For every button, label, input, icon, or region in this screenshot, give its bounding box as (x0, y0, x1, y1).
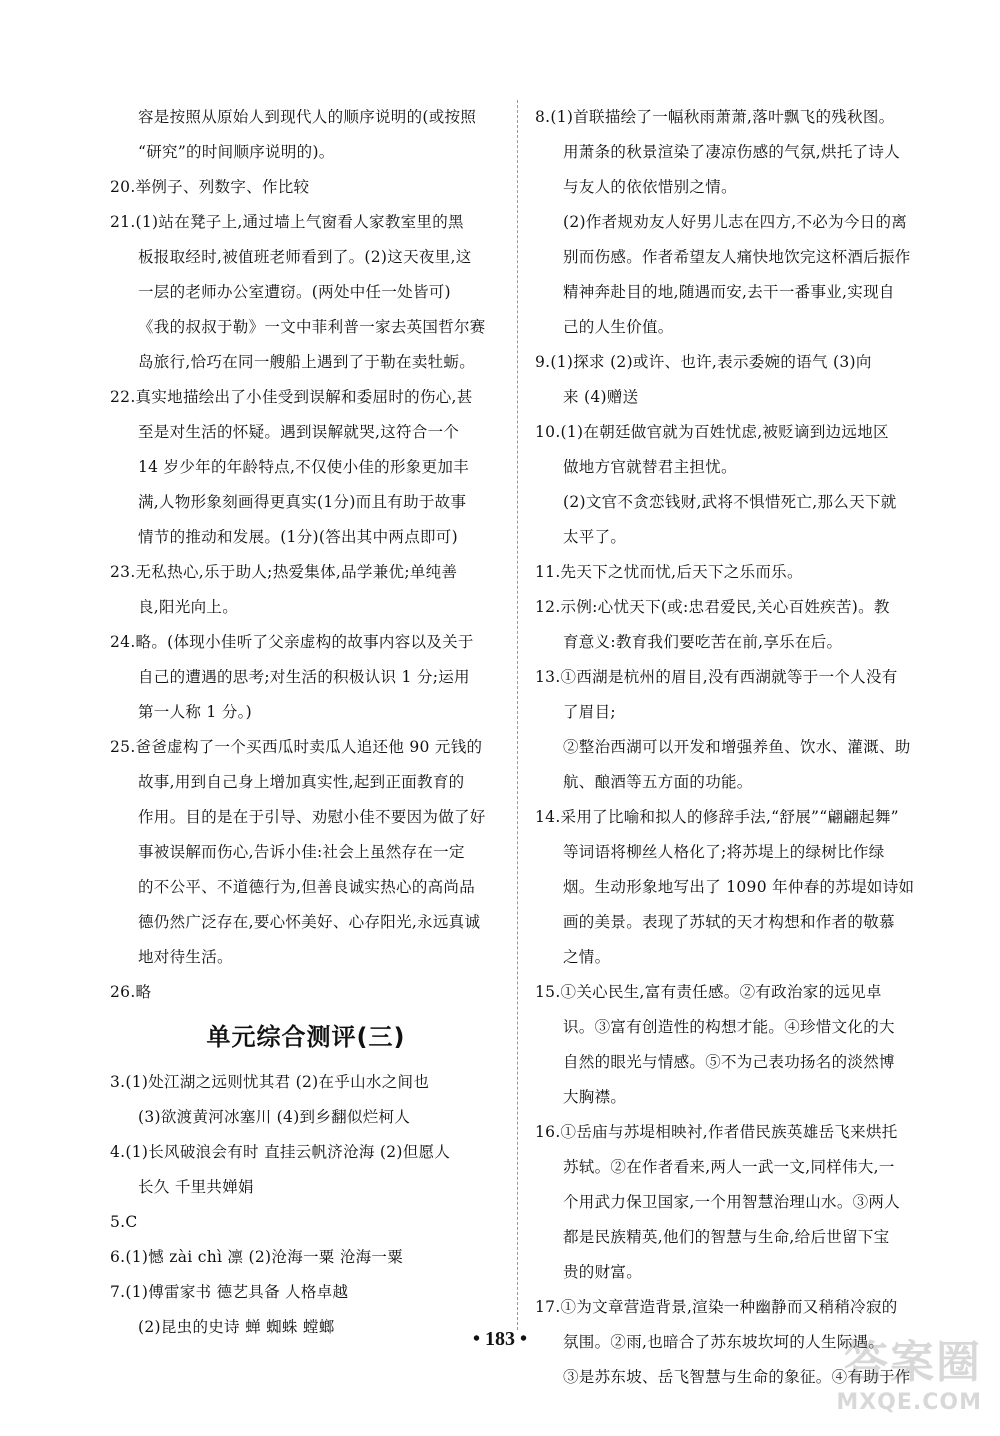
text-line: 来 (4)赠送 (563, 388, 639, 406)
text-line: 作用。目的是在于引导、劝慰小佳不要因为做了好 (138, 808, 486, 826)
text-line: 21.(1)站在凳子上,通过墙上气窗看人家教室里的黑 (110, 213, 464, 231)
text-line: 做地方官就替君主担忧。 (563, 458, 737, 476)
text-line: 贵的财富。 (563, 1263, 643, 1281)
text-line: ②整治西湖可以开发和增强养鱼、饮水、灌溉、助 (563, 738, 911, 756)
watermark-logo (807, 1336, 982, 1426)
text-line: 了眉目; (563, 703, 616, 721)
text-line: 13.①西湖是杭州的眉目,没有西湖就等于一个人没有 (535, 668, 898, 686)
text-line: 7.(1)傅雷家书 德艺具备 人格卓越 (110, 1283, 349, 1301)
text-line: 与友人的依依惜别之情。 (563, 178, 737, 196)
text-line: 板报取经时,被值班老师看到了。(2)这天夜里,这 (138, 248, 472, 266)
column-divider (517, 100, 518, 1330)
text-line: 《我的叔叔于勒》一文中菲利普一家去英国哲尔赛 (138, 318, 486, 336)
text-line: 6.(1)憾 zài chì 凛 (2)沧海一粟 沧海一粟 (110, 1248, 404, 1266)
text-line: 满,人物形象刻画得更真实(1分)而且有助于故事 (138, 493, 467, 511)
text-line: 一层的老师办公室遭窃。(两处中任一处皆可) (138, 283, 451, 301)
text-line: 至是对生活的怀疑。遇到误解就哭,这符合一个 (138, 423, 460, 441)
text-line: 5.C (110, 1213, 138, 1231)
text-line: 良,阳光向上。 (138, 598, 239, 616)
page-number: • 183 • (472, 1328, 527, 1350)
text-line: 11.先天下之忧而忧,后天下之乐而乐。 (535, 563, 803, 581)
text-line: 别而伤感。作者希望友人痛快地饮完这杯酒后振作 (563, 248, 911, 266)
text-line: 长久 千里共婵娟 (138, 1178, 254, 1196)
text-line: 太平了。 (563, 528, 627, 546)
text-line: 精神奔赴目的地,随遇而安,去干一番事业,实现自 (563, 283, 895, 301)
text-line: 苏轼。②在作者看来,两人一武一文,同样伟大,一 (563, 1158, 895, 1176)
watermark-url: MXQE.COM (836, 1390, 982, 1415)
text-line: 10.(1)在朝廷做官就为百姓忧虑,被贬谪到边远地区 (535, 423, 889, 441)
text-line: 德仍然广泛存在,要心怀美好、心存阳光,永远真诚 (138, 913, 481, 931)
text-line: 航、酿酒等五方面的功能。 (563, 773, 753, 791)
text-line: 个用武力保卫国家,一个用智慧治理山水。③两人 (563, 1193, 901, 1211)
text-line: 15.①关心民生,富有责任感。②有政治家的远见卓 (535, 983, 882, 1001)
text-line: 的不公平、不道德行为,但善良诚实热心的高尚品 (138, 878, 476, 896)
text-line: 容是按照从原始人到现代人的顺序说明的(或按照 (138, 108, 477, 126)
text-line: 识。③富有创造性的构想才能。④珍惜文化的大 (563, 1018, 895, 1036)
text-line: 自己的遭遇的思考;对生活的积极认识 1 分;运用 (138, 668, 470, 686)
text-line: 16.①岳庙与苏堤相映衬,作者借民族英雄岳飞来烘托 (535, 1123, 898, 1141)
text-line: (3)欲渡黄河冰塞川 (4)到乡翻似烂柯人 (138, 1108, 411, 1126)
text-line: 事被误解而伤心,告诉小佳:社会上虽然存在一定 (138, 843, 465, 861)
text-line: 26.略 (110, 983, 152, 1001)
watermark-text: 答案圈 (844, 1337, 982, 1388)
text-line: 4.(1)长风破浪会有时 直挂云帆济沧海 (2)但愿人 (110, 1143, 451, 1161)
text-line: “研究”的时间顺序说明的)。 (138, 143, 335, 161)
text-line: 9.(1)探求 (2)或许、也许,表示委婉的语气 (3)向 (535, 353, 872, 371)
text-line: 己的人生价值。 (563, 318, 674, 336)
text-line: 14.采用了比喻和拟人的修辞手法,“舒展”“翩翩起舞” (535, 808, 899, 826)
text-line: 17.①为文章营造背景,渲染一种幽静而又稍稍冷寂的 (535, 1298, 898, 1316)
text-line: 氛围。②雨,也暗合了苏东坡坎坷的人生际遇。 (563, 1333, 885, 1351)
text-line: 12.示例:心忧天下(或:忠君爱民,关心百姓疾苦)。教 (535, 598, 890, 616)
text-line: 3.(1)处江湖之远则忧其君 (2)在乎山水之间也 (110, 1073, 430, 1091)
text-line: 烟。生动形象地写出了 1090 年仲春的苏堤如诗如 (563, 878, 915, 896)
section-heading: 单元综合测评(三) (206, 1023, 406, 1051)
text-line: 第一人称 1 分。) (138, 703, 253, 721)
text-line: 育意义:教育我们要吃苦在前,享乐在后。 (563, 633, 843, 651)
text-line: 等词语将柳丝人格化了;将苏堤上的绿树比作绿 (563, 843, 885, 861)
text-line: (2)作者规劝友人好男儿志在四方,不必为今日的离 (563, 213, 908, 231)
text-line: 故事,用到自己身上增加真实性,起到正面教育的 (138, 773, 465, 791)
text-line: 23.无私热心,乐于助人;热爱集体,品学兼优;单纯善 (110, 563, 458, 581)
left-column (110, 100, 502, 1345)
text-line: 之情。 (563, 948, 611, 966)
text-line: 14 岁少年的年龄特点,不仅使小佳的形象更加丰 (138, 458, 469, 476)
text-line: 岛旅行,恰巧在同一艘船上遇到了于勒在卖牡蛎。 (138, 353, 476, 371)
text-line: 画的美景。表现了苏轼的天才构想和作者的敬慕 (563, 913, 895, 931)
text-line: 情节的推动和发展。(1分)(答出其中两点即可) (138, 528, 458, 546)
text-line: 22.真实地描绘出了小佳受到误解和委屈时的伤心,甚 (110, 388, 473, 406)
text-line: (2)文官不贪恋钱财,武将不惧惜死亡,那么天下就 (563, 493, 897, 511)
text-line: 大胸襟。 (563, 1088, 627, 1106)
text-line: 都是民族精英,他们的智慧与生命,给后世留下宝 (563, 1228, 890, 1246)
text-line: 8.(1)首联描绘了一幅秋雨萧萧,落叶飘飞的残秋图。 (535, 108, 895, 126)
text-line: ③是苏东坡、岳飞智慧与生命的象征。④有助于作 (563, 1368, 911, 1386)
text-line: 24.略。(体现小佳听了父亲虚构的故事内容以及关于 (110, 633, 474, 651)
right-column (535, 100, 930, 1395)
text-line: 20.举例子、列数字、作比较 (110, 178, 310, 196)
text-line: 自然的眼光与情感。⑤不为己表功扬名的淡然博 (563, 1053, 895, 1071)
text-line: 地对待生活。 (138, 948, 233, 966)
text-line: (2)昆虫的史诗 蝉 蜘蛛 螳螂 (138, 1318, 335, 1336)
text-line: 25.爸爸虚构了一个买西瓜时卖瓜人追还他 90 元钱的 (110, 738, 483, 756)
text-line: 用萧条的秋景渲染了凄凉伤感的气氛,烘托了诗人 (563, 143, 901, 161)
